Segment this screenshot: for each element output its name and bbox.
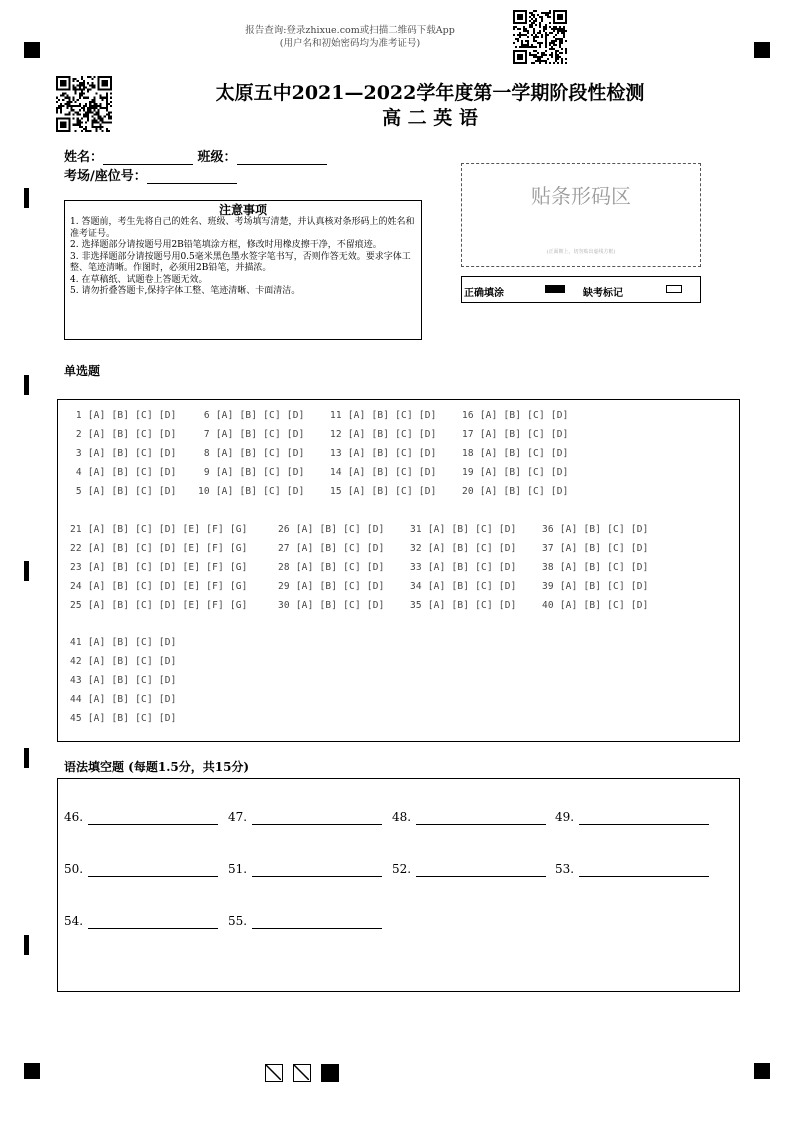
page-indicator-slashed: [265, 1064, 283, 1082]
question-number: 33: [410, 562, 428, 573]
blank-number: 53.: [555, 862, 575, 876]
choice-question-19[interactable]: [462, 467, 569, 478]
question-number: 18: [462, 448, 480, 459]
question-number: 1: [70, 410, 88, 421]
choice-question-25[interactable]: [70, 600, 248, 611]
choice-question-7[interactable]: [198, 429, 305, 440]
grammar-blank-54[interactable]: [64, 914, 83, 928]
question-number: 23: [70, 562, 88, 573]
question-number: 36: [542, 524, 560, 535]
answer-options[interactable]: [A] [B] [C] [D] [E] [F] [G]: [87, 581, 248, 592]
question-number: 34: [410, 581, 428, 592]
question-number: 20: [462, 486, 480, 497]
barcode-title: 贴条形码区: [531, 184, 631, 208]
note-line-1: 报告查询:登录zhixue.com或扫描二维码下载App: [245, 25, 455, 36]
answer-options[interactable]: [A] [B] [C] [D] [E] [F] [G]: [87, 524, 248, 535]
page-indicator-slashed: [293, 1064, 311, 1082]
choice-question-28[interactable]: [278, 562, 385, 573]
question-number: 17: [462, 429, 480, 440]
question-number: 7: [198, 429, 216, 440]
class-label: 班级：: [197, 150, 237, 165]
question-number: 5: [70, 486, 88, 497]
choice-question-45[interactable]: [70, 713, 177, 724]
grammar-blank-51[interactable]: [228, 862, 247, 876]
choice-question-15[interactable]: [330, 486, 437, 497]
choice-question-23[interactable]: [70, 562, 248, 573]
barcode-area: [461, 163, 701, 267]
answer-options[interactable]: [A] [B] [C] [D]: [215, 467, 305, 478]
exam-subject: 高 二 英 语: [382, 107, 478, 129]
choice-question-42[interactable]: [70, 656, 177, 667]
question-number: 37: [542, 543, 560, 554]
answer-options[interactable]: [A] [B] [C] [D]: [87, 429, 177, 440]
choice-question-44[interactable]: [70, 694, 177, 705]
answer-options[interactable]: [A] [B] [C] [D]: [215, 410, 305, 421]
question-number: 11: [330, 410, 348, 421]
answer-options[interactable]: [A] [B] [C] [D]: [347, 486, 437, 497]
barcode-hint: (正面朝上，切勿贴出虚线方框): [546, 249, 616, 255]
answer-line[interactable]: [579, 824, 709, 825]
blank-number: 50.: [64, 862, 84, 876]
question-number: 15: [330, 486, 348, 497]
choice-question-36[interactable]: [542, 524, 649, 535]
grammar-blank-46[interactable]: [64, 810, 83, 824]
question-number: 26: [278, 524, 296, 535]
answer-options[interactable]: [A] [B] [C] [D]: [427, 543, 517, 554]
choice-question-39[interactable]: [542, 581, 649, 592]
correct-fill-sample: [545, 285, 565, 293]
answer-line[interactable]: [252, 928, 382, 929]
question-number: 24: [70, 581, 88, 592]
exam-title: 太原五中2021—2022学年度第一学期阶段性检测: [215, 82, 645, 104]
answer-options[interactable]: [A] [B] [C] [D]: [87, 410, 177, 421]
answer-options[interactable]: [A] [B] [C] [D]: [87, 467, 177, 478]
answer-options[interactable]: [A] [B] [C] [D]: [295, 581, 385, 592]
answer-options[interactable]: [A] [B] [C] [D]: [559, 524, 649, 535]
student-info-row: [64, 146, 327, 165]
choice-question-5[interactable]: [70, 486, 177, 497]
notice-item: 5. 请勿折叠答题卡,保持字体工整、笔迹清晰、卡面清洁。: [70, 286, 301, 296]
answer-options[interactable]: [A] [B] [C] [D]: [347, 429, 437, 440]
answer-options[interactable]: [A] [B] [C] [D] [E] [F] [G]: [87, 562, 248, 573]
answer-options[interactable]: [A] [B] [C] [D]: [559, 600, 649, 611]
grammar-blank-47[interactable]: [228, 810, 247, 824]
choice-question-2[interactable]: [70, 429, 177, 440]
answer-options[interactable]: [A] [B] [C] [D]: [427, 562, 517, 573]
choice-question-10[interactable]: [198, 486, 305, 497]
seat-field[interactable]: [147, 170, 237, 184]
blank-number: 47.: [228, 810, 248, 824]
answer-options[interactable]: [A] [B] [C] [D]: [295, 600, 385, 611]
choice-question-4[interactable]: [70, 467, 177, 478]
choice-question-38[interactable]: [542, 562, 649, 573]
correct-fill-label: 正确填涂: [464, 288, 504, 299]
page-indicator-filled: [321, 1064, 339, 1082]
question-number: 44: [70, 694, 88, 705]
notice-title: 注意事项: [218, 203, 267, 217]
choice-question-31[interactable]: [410, 524, 517, 535]
grammar-blank-52[interactable]: [392, 862, 411, 876]
absent-mark-box[interactable]: [666, 285, 682, 293]
question-number: 30: [278, 600, 296, 611]
choice-question-3[interactable]: [70, 448, 177, 459]
question-number: 22: [70, 543, 88, 554]
answer-options[interactable]: [A] [B] [C] [D]: [347, 448, 437, 459]
note-line-2: (用户名和初始密码均为准考证号): [279, 38, 421, 49]
choice-question-27[interactable]: [278, 543, 385, 554]
question-number: 31: [410, 524, 428, 535]
grammar-blank-53[interactable]: [555, 862, 574, 876]
choice-question-13[interactable]: [330, 448, 437, 459]
question-number: 38: [542, 562, 560, 573]
answer-line[interactable]: [579, 876, 709, 877]
answer-options[interactable]: [A] [B] [C] [D]: [295, 562, 385, 573]
answer-options[interactable]: [A] [B] [C] [D]: [87, 713, 177, 724]
choice-question-43[interactable]: [70, 675, 177, 686]
notice-item: 1. 答题前，考生先将自己的姓名、班级、考场填写清楚，并认真核对条形码上的姓名和准考证号。: [70, 217, 415, 239]
edge-marker: [24, 375, 29, 395]
question-number: 6: [198, 410, 216, 421]
blank-number: 51.: [228, 862, 248, 876]
seat-label: 考场/座位号：: [64, 169, 147, 184]
choice-question-17[interactable]: [462, 429, 569, 440]
answer-options[interactable]: [A] [B] [C] [D]: [479, 429, 569, 440]
question-number: 19: [462, 467, 480, 478]
name-label: 姓名：: [64, 150, 104, 165]
edge-marker: [24, 188, 29, 208]
answer-options[interactable]: [A] [B] [C] [D]: [559, 581, 649, 592]
question-number: 3: [70, 448, 88, 459]
choice-question-41[interactable]: [70, 637, 177, 648]
notice-item: 4. 在草稿纸、试题卷上答题无效。: [70, 274, 208, 285]
answer-options[interactable]: [A] [B] [C] [D]: [87, 675, 177, 686]
answer-options[interactable]: [A] [B] [C] [D] [E] [F] [G]: [87, 600, 248, 611]
notice-item: 2. 选择题部分请按题号用2B铅笔填涂方框，修改时用橡皮擦干净，不留痕迹。: [70, 240, 382, 250]
corner-marker: [24, 1063, 40, 1079]
choice-question-12[interactable]: [330, 429, 437, 440]
grammar-blank-50[interactable]: [64, 862, 83, 876]
choice-question-21[interactable]: [70, 524, 248, 535]
answer-line[interactable]: [252, 876, 382, 877]
student-qr-code: [56, 76, 112, 132]
answer-options[interactable]: [A] [B] [C] [D]: [427, 581, 517, 592]
corner-marker: [24, 42, 40, 58]
question-number: 35: [410, 600, 428, 611]
fill-sample-box: [461, 276, 701, 303]
answer-options[interactable]: [A] [B] [C] [D]: [295, 543, 385, 554]
choice-question-11[interactable]: [330, 410, 437, 421]
choice-question-6[interactable]: [198, 410, 305, 421]
question-number: 28: [278, 562, 296, 573]
answer-options[interactable]: [A] [B] [C] [D]: [215, 429, 305, 440]
question-number: 29: [278, 581, 296, 592]
choice-question-16[interactable]: [462, 410, 569, 421]
choice-question-24[interactable]: [70, 581, 248, 592]
answer-options[interactable]: [A] [B] [C] [D]: [87, 694, 177, 705]
answer-options[interactable]: [A] [B] [C] [D]: [479, 467, 569, 478]
choice-question-34[interactable]: [410, 581, 517, 592]
choice-question-8[interactable]: [198, 448, 305, 459]
absent-mark-label: 缺考标记: [583, 288, 623, 299]
question-number: 40: [542, 600, 560, 611]
grammar-blank-48[interactable]: [392, 810, 411, 824]
notice-box: [64, 200, 422, 340]
question-number: 2: [70, 429, 88, 440]
answer-options[interactable]: [A] [B] [C] [D]: [87, 656, 177, 667]
seat-info-row: [64, 165, 237, 184]
answer-options[interactable]: [A] [B] [C] [D]: [559, 562, 649, 573]
app-qr-code: [513, 10, 567, 64]
answer-line[interactable]: [416, 876, 546, 877]
answer-options[interactable]: [A] [B] [C] [D]: [87, 637, 177, 648]
answer-options[interactable]: [A] [B] [C] [D]: [215, 486, 305, 497]
choice-question-40[interactable]: [542, 600, 649, 611]
answer-options[interactable]: [A] [B] [C] [D]: [479, 410, 569, 421]
blank-number: 46.: [64, 810, 84, 824]
blank-number: 49.: [555, 810, 575, 824]
question-number: 10: [198, 486, 216, 497]
question-number: 32: [410, 543, 428, 554]
answer-line[interactable]: [88, 876, 218, 877]
edge-marker: [24, 748, 29, 768]
grammar-blank-49[interactable]: [555, 810, 574, 824]
answer-line[interactable]: [88, 824, 218, 825]
choice-question-29[interactable]: [278, 581, 385, 592]
question-number: 12: [330, 429, 348, 440]
blank-number: 52.: [392, 862, 412, 876]
report-query-note: [190, 24, 510, 50]
choice-question-30[interactable]: [278, 600, 385, 611]
question-number: 42: [70, 656, 88, 667]
corner-marker: [754, 1063, 770, 1079]
question-number: 4: [70, 467, 88, 478]
choice-question-37[interactable]: [542, 543, 649, 554]
answer-options[interactable]: [A] [B] [C] [D]: [87, 486, 177, 497]
answer-options[interactable]: [A] [B] [C] [D]: [479, 448, 569, 459]
choice-question-14[interactable]: [330, 467, 437, 478]
blank-number: 54.: [64, 914, 84, 928]
choice-question-22[interactable]: [70, 543, 248, 554]
answer-options[interactable]: [A] [B] [C] [D]: [87, 448, 177, 459]
answer-options[interactable]: [A] [B] [C] [D]: [295, 524, 385, 535]
choice-question-18[interactable]: [462, 448, 569, 459]
choice-question-33[interactable]: [410, 562, 517, 573]
answer-options[interactable]: [A] [B] [C] [D]: [215, 448, 305, 459]
question-number: 39: [542, 581, 560, 592]
question-number: 25: [70, 600, 88, 611]
edge-marker: [24, 561, 29, 581]
answer-options[interactable]: [A] [B] [C] [D]: [347, 410, 437, 421]
answer-line[interactable]: [416, 824, 546, 825]
blank-number: 48.: [392, 810, 412, 824]
choice-question-20[interactable]: [462, 486, 569, 497]
choice-question-9[interactable]: [198, 467, 305, 478]
blank-number: 55.: [228, 914, 248, 928]
choice-question-35[interactable]: [410, 600, 517, 611]
answer-options[interactable]: [A] [B] [C] [D]: [559, 543, 649, 554]
question-number: 41: [70, 637, 88, 648]
notice-item: 3. 非选择题部分请按题号用0.5毫米黑色墨水签字笔书写，否则作答无效。要求字体工整、笔迹清晰。作图时，必须用2B铅笔，并描浓。: [70, 251, 411, 273]
question-number: 9: [198, 467, 216, 478]
choice-section-title: 单选题: [64, 364, 101, 378]
question-number: 43: [70, 675, 88, 686]
grammar-section-title: 语法填空题 (每题1.5分，共15分): [64, 760, 250, 774]
corner-marker: [754, 42, 770, 58]
answer-line[interactable]: [252, 824, 382, 825]
answer-line[interactable]: [88, 928, 218, 929]
question-number: 8: [198, 448, 216, 459]
answer-options[interactable]: [A] [B] [C] [D]: [427, 600, 517, 611]
choice-question-26[interactable]: [278, 524, 385, 535]
answer-options[interactable]: [A] [B] [C] [D]: [427, 524, 517, 535]
edge-marker: [24, 935, 29, 955]
answer-options[interactable]: [A] [B] [C] [D] [E] [F] [G]: [87, 543, 248, 554]
question-number: 45: [70, 713, 88, 724]
question-number: 13: [330, 448, 348, 459]
question-number: 14: [330, 467, 348, 478]
grammar-blank-55[interactable]: [228, 914, 247, 928]
answer-options[interactable]: [A] [B] [C] [D]: [347, 467, 437, 478]
class-field[interactable]: [237, 151, 327, 165]
question-number: 27: [278, 543, 296, 554]
answer-options[interactable]: [A] [B] [C] [D]: [479, 486, 569, 497]
choice-question-32[interactable]: [410, 543, 517, 554]
name-field[interactable]: [103, 151, 193, 165]
choice-question-1[interactable]: [70, 410, 177, 421]
question-number: 21: [70, 524, 88, 535]
question-number: 16: [462, 410, 480, 421]
